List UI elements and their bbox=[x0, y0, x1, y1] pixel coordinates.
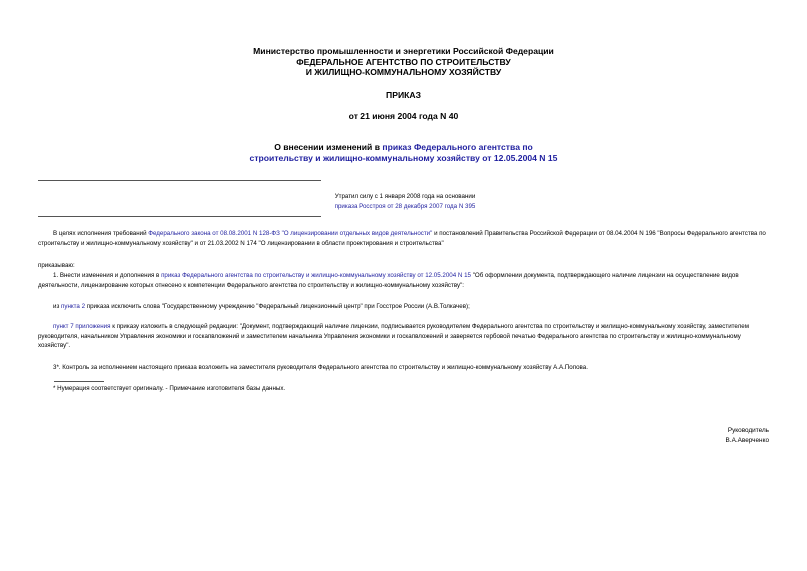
signature-name: В.А.Аверченко bbox=[725, 437, 769, 444]
order-word: приказываю: bbox=[38, 262, 75, 269]
federal-law-link[interactable]: Федерального закона от 08.08.2001 N 128-ФЗ "О лицензировании отдельных видов деятельности" bbox=[148, 230, 433, 237]
validity-notice-link[interactable]: приказа Росстроя от 28 декабря 2007 года N 395 bbox=[334, 203, 476, 210]
document-title bbox=[0, 142, 807, 163]
item-2-text-2: приказа исключить слова "Государственному учреждению "Федеральный лицензионный центр" при Госстрое России (А.В.Толкачев); bbox=[85, 303, 470, 310]
title-prefix: О внесении изменений в bbox=[274, 142, 383, 152]
signature-position: Руководитель bbox=[727, 427, 769, 434]
point-2-link[interactable]: пункта 2 bbox=[61, 303, 86, 310]
item-1-paragraph bbox=[38, 271, 768, 290]
item-1-text-2: "Об оформлении документа, подтверждающего наличие лицензии на осуществление видов деятельности, лицензирование которых отнесено к компетенции Федерального агентства по строительству и жилищно-коммунальному хозяйству": bbox=[38, 272, 739, 289]
preamble-text-1: В целях исполнения требований bbox=[53, 230, 149, 237]
item-2-text-1: из bbox=[53, 303, 62, 310]
preamble-text-2: и постановлений Правительства Российской Федерации от 08.04.2004 N 196 "Вопросы Федерального агентства по строительству и жилищно-коммунальному хозяйству" и от 21.03.2002 N 174 "О лицензировании в области проектирования и строительства" bbox=[38, 230, 766, 247]
header-block bbox=[0, 46, 807, 78]
appendix-point-7-link[interactable]: пункт 7 приложения bbox=[53, 323, 111, 330]
preamble-paragraph bbox=[38, 229, 768, 248]
title-link-line2[interactable]: строительству и жилищно-коммунальному хозяйству от 12.05.2004 N 15 bbox=[249, 152, 558, 163]
validity-notice-text: Утратил силу с 1 января 2008 года на основании bbox=[334, 193, 476, 200]
divider-bottom bbox=[38, 216, 321, 217]
item-3-paragraph bbox=[38, 322, 768, 351]
item-3-text: к приказу изложить в следующей редакции: "Документ, подтверждающий наличие лицензии, подписывается руководителем Федерального агентства по строительству и жилищно-коммунальному хозяйству, заместителем руководителя, начальником Управления экономики и госкапвложений и заместителем начальника Управления экономики и госкапвложений и заверяется гербовой печатью Федерального агентства по строительству и жилищно-коммунальному хозяйству". bbox=[38, 323, 749, 349]
validity-notice bbox=[290, 192, 520, 212]
divider-top bbox=[38, 180, 321, 181]
order-15-link[interactable]: приказ Федерального агентства по строительству и жилищно-коммунальному хозяйству от 12.05.2004 N 15 bbox=[161, 272, 471, 279]
footnote: * Нумерация соответствует оригиналу. - Примечание изготовителя базы данных. bbox=[53, 385, 286, 392]
signature-block bbox=[726, 426, 769, 446]
item-4-paragraph: 3*. Контроль за исполнением настоящего приказа возложить на заместителя руководителя Федерального агентства по строительству и жилищно-коммунальному хозяйству А.А.Попова. bbox=[53, 364, 588, 371]
item-1-text-1: 1. Внести изменения и дополнения в bbox=[53, 272, 162, 279]
footnote-divider bbox=[54, 381, 104, 382]
agency-name-line2: И ЖИЛИЩНО-КОММУНАЛЬНОМУ ХОЗЯЙСТВУ bbox=[305, 67, 502, 77]
title-link-line1[interactable]: приказ Федерального агентства по bbox=[382, 142, 533, 152]
document-date-number: от 21 июня 2004 года N 40 bbox=[348, 111, 459, 121]
agency-name-line1: ФЕДЕРАЛЬНОЕ АГЕНТСТВО ПО СТРОИТЕЛЬСТВУ bbox=[296, 56, 511, 67]
ministry-name: Министерство промышленности и энергетики Российской Федерации bbox=[253, 46, 554, 56]
document-type: ПРИКАЗ bbox=[386, 90, 421, 100]
item-2-paragraph bbox=[38, 302, 768, 312]
